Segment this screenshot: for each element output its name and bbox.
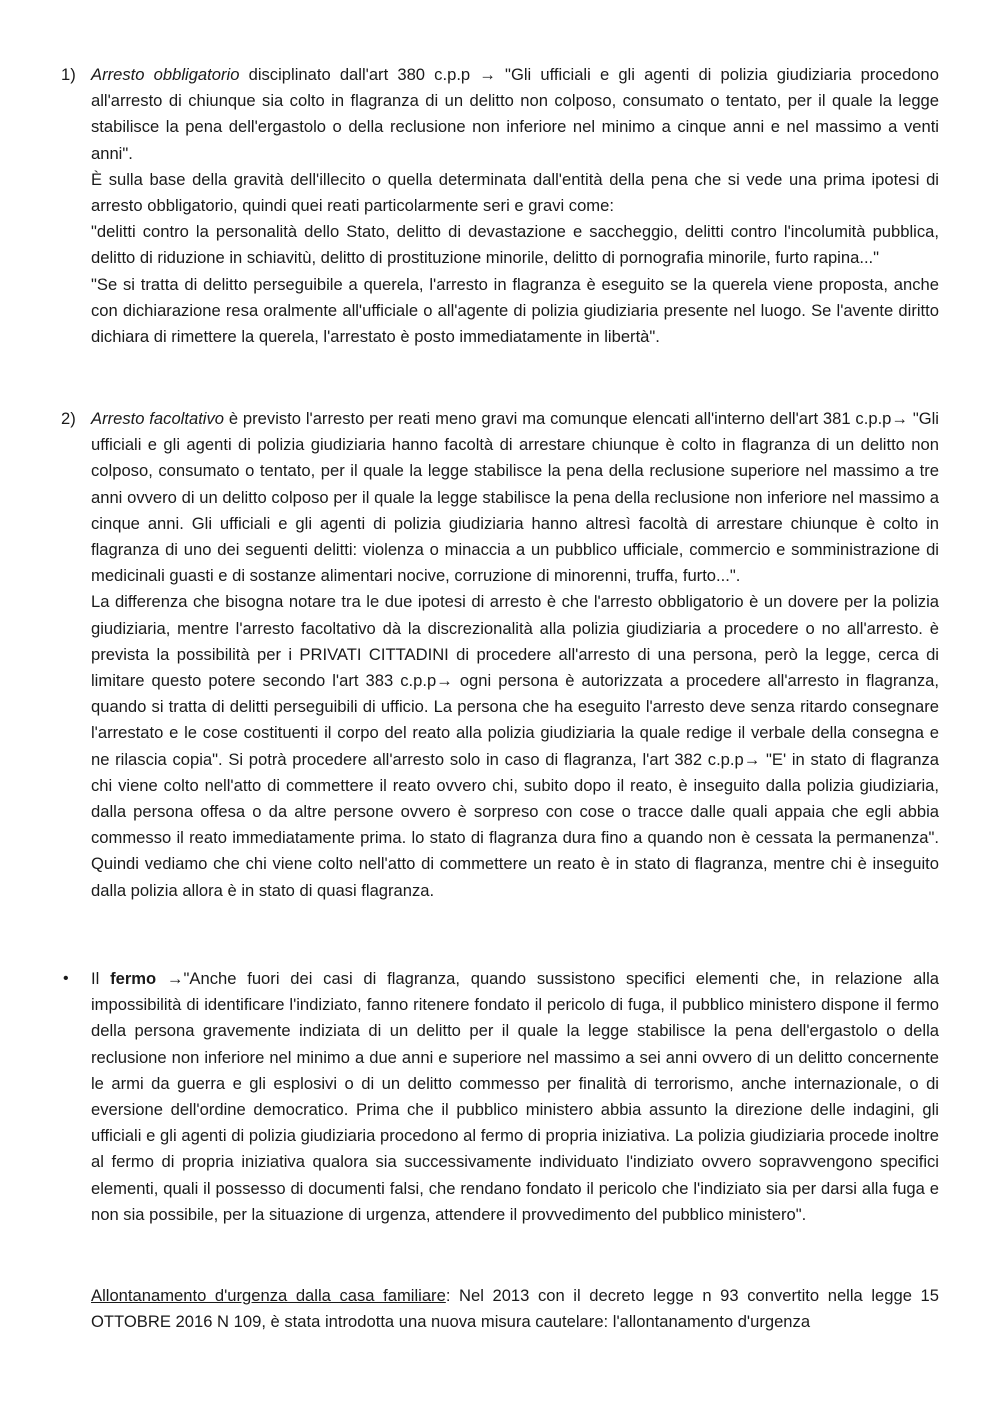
paragraph	[91, 1283, 939, 1335]
list-item-fermo	[91, 966, 939, 1228]
quote-paragraph: "delitti contro la personalità dello Stato, delitto di devastazione e saccheggio, delitti contro l'incolumità pubblica, delitto di riduzione in schiavitù, delitto di prostituzione minorile, delitto di pornografia minorile, furto rapina..."	[91, 222, 939, 268]
term-arresto-obbligatorio: Arresto obbligatorio	[91, 65, 240, 84]
list-item-arresto-obbligatorio	[91, 62, 939, 350]
term-arresto-facoltativo: Arresto facoltativo	[91, 409, 225, 428]
paragraph	[91, 62, 939, 167]
quote-paragraph: "Se si tratta di delitto perseguibile a querela, l'arresto in flagranza è eseguito se la querela viene proposta, anche con dichiarazione resa oralmente all'ufficiale o all'agente di polizia giudiziaria presente nel luogo. Se l'avente diritto dichiara di rimettere la querela, l'arrestato è posto immediatamente in libertà".	[91, 274, 939, 347]
paragraph	[91, 966, 939, 1228]
section-heading: Allontanamento d'urgenza dalla casa familiare	[91, 1286, 446, 1305]
paragraph-text: →"Anche fuori dei casi di flagranza, quando sussistono specifici elementi che, in relazione alla impossibilità di identificare l'indiziato, fanno ritenere fondato il pericolo di fuga, il pubblico ministero dispone il fermo della persona gravemente indiziata di un delitto per il quale la legge stabilisce la pena dell'ergastolo o della reclusione non inferiore nel minimo a due anni e superiore nel massimo a sei anni ovvero di un delitto concernente le armi da guerra e gli esplosivi o di un delitto commesso per finalità di terrorismo, anche internazionale, o di eversione dell'ordine democratico. Prima che il pubblico ministero abbia assunto la direzione delle indagini, gli ufficiali e gli agenti di polizia giudiziaria procedono al fermo di propria iniziativa. La polizia giudiziaria procede inoltre al fermo di propria iniziativa qualora sia successivamente individuato l'indiziato ovvero sopravvengono specifici elementi, quali il possesso di documenti falsi, che rendano fondato il pericolo che l'indiziato sia per darsi alla fuga e non sia possibile, per la situazione di urgenza, attendere il provvedimento del pubblico ministero".	[91, 969, 939, 1224]
paragraph-text: : Nel 2013 con il decreto legge n 93 convertito nella legge 15 OTTOBRE 2016 N 109, è stata introdotta una nuova misura cautelare: l'allontanamento d'urgenza	[91, 1286, 939, 1332]
term-fermo: fermo	[110, 969, 157, 988]
paragraph-text: disciplinato dall'art 380 c.p.p → "Gli ufficiali e gli agenti di polizia giudiziaria procedono all'arresto di chiunque sia colto in flagranza di un delitto non colposo, consumato o tentato, per il quale la legge stabilisce la pena dell'ergastolo o della reclusione non inferiore nel minimo a cinque anni e nel massimo a venti anni".	[91, 65, 939, 163]
list-item-arresto-facoltativo	[91, 406, 939, 904]
paragraph: La differenza che bisogna notare tra le due ipotesi di arresto è che l'arresto obbligatorio è un dovere per la polizia giudiziaria, mentre l'arresto facoltativo dà la discrezionalità alla polizia giudiziaria a procedere o no all'arresto. è prevista la possibilità per i PRIVATI CITTADINI di procedere all'arresto di una persona, però la legge, cerca di limitare questo potere secondo l'art 383 c.p.p→ ogni persona è autorizzata a procedere all'arresto in flagranza, quando si tratta di delitti perseguibili di ufficio. La persona che ha eseguito l'arresto deve senza ritardo consegnare l'arrestato e le cose costituenti il corpo del reato alla polizia giudiziaria la quale redige il verbale della consegna e ne rilascia copia". Si potrà procedere all'arresto solo in caso di flagranza, l'art 382 c.p.p→ "E' in stato di flagranza chi viene colto nell'atto di commettere il reato ovvero chi, subito dopo il reato, è inseguito dalla polizia giudiziaria, dalla persona offesa o da altre persone ovvero è sorpreso con cose o tracce dalle quali appaia che egli abbia commesso il reato immediatamente prima. lo stato di flagranza dura fino a quando non è cessata la permanenza". Quindi vediamo che chi viene colto nell'atto di commettere un reato è in stato di flagranza, mentre chi è inseguito dalla polizia allora è in stato di quasi flagranza.	[91, 592, 939, 900]
section-allontanamento	[91, 1283, 939, 1335]
list-marker-1: 1)	[61, 65, 76, 84]
bullet-icon: •	[63, 970, 69, 987]
list-marker-2: 2)	[61, 409, 76, 428]
paragraph: È sulla base della gravità dell'illecito o quella determinata dall'entità della pena che si vede una prima ipotesi di arresto obbligatorio, quindi quei reati particolarmente seri e gravi come:	[91, 169, 939, 216]
paragraph-text: Il	[91, 969, 111, 988]
paragraph	[91, 406, 939, 589]
paragraph-text: è previsto l'arresto per reati meno gravi ma comunque elencati all'interno dell'art 381 c.p.p→ "Gli ufficiali e gli agenti di polizia giudiziaria hanno facoltà di arrestare chiunque è colto in flagranza di un delitto non colposo, consumato o tentato, per il quale la legge stabilisce la pena della reclusione superiore nel massimo a tre anni ovvero di un delitto colposo per il quale la legge stabilisce la pena della reclusione non inferiore nel massimo a cinque anni. Gli ufficiali e gli agenti di polizia giudiziaria hanno altresì facoltà di arrestare chiunque è colto in flagranza di uno dei seguenti delitti: violenza o minaccia a un pubblico ufficiale, commercio e somministrazione di medicinali guasti e di sostanze alimentari nocive, corruzione di minorenni, truffa, furto...".	[91, 409, 939, 586]
